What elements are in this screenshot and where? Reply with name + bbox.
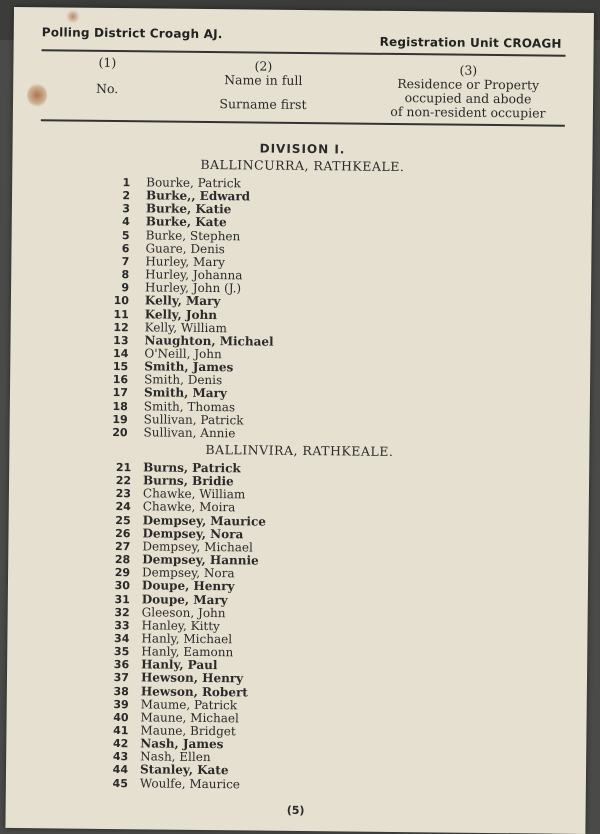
elector-number: 1 (100, 176, 130, 189)
elector-name: Smith, Denis (144, 374, 222, 388)
elector-number: 39 (99, 698, 129, 711)
section-title: BALLINCURRA, RATHKEALE. (12, 155, 592, 176)
elector-name: Kelly, William (145, 321, 227, 335)
elector-number: 17 (98, 386, 128, 399)
elector-number: 3 (100, 202, 130, 215)
elector-number: 34 (99, 632, 129, 645)
elector-name: Hewson, Henry (141, 672, 243, 686)
elector-name: Hanly, Paul (141, 659, 217, 673)
elector-name: Dempsey, Maurice (143, 514, 266, 528)
elector-number: 19 (98, 413, 128, 426)
col3-index: (3) (373, 63, 563, 79)
elector-name: Maume, Patrick (141, 698, 237, 712)
division-title: DIVISION I. (12, 139, 592, 159)
elector-name: Burns, Patrick (143, 461, 241, 475)
elector-number: 24 (101, 500, 131, 513)
elector-name: Burns, Bridie (143, 474, 234, 488)
elector-number: 43 (98, 750, 128, 763)
elector-number: 11 (99, 307, 129, 320)
elector-name: Doupe, Mary (142, 593, 228, 607)
col2-sublabel: Surname first (193, 97, 333, 112)
column-number-header (77, 56, 137, 97)
elector-name: Kelly, John (145, 308, 217, 322)
elector-number: 42 (98, 737, 128, 750)
elector-name: Smith, Mary (144, 387, 227, 401)
section-title: BALLINVIRA, RATHKEALE. (9, 440, 589, 461)
elector-number: 40 (99, 711, 129, 724)
col3-line1: Residence or Property (373, 77, 563, 93)
elector-name: Burke, Katie (146, 203, 232, 217)
elector-number: 30 (100, 579, 130, 592)
elector-name: Bourke, Patrick (146, 176, 241, 190)
elector-number: 14 (98, 347, 128, 360)
elector-name: Doupe, Henry (142, 580, 235, 594)
elector-number: 6 (99, 242, 129, 255)
elector-number: 16 (98, 373, 128, 386)
elector-name: Woulfe, Maurice (140, 777, 240, 791)
register-page (5, 7, 594, 834)
elector-number: 36 (99, 658, 129, 671)
stain-mark (66, 10, 80, 24)
col1-index: (1) (77, 56, 137, 71)
elector-number: 22 (101, 474, 131, 487)
elector-number: 2 (100, 189, 130, 202)
elector-number: 45 (98, 776, 128, 789)
header-bottom-rule (41, 119, 565, 126)
elector-number: 31 (100, 592, 130, 605)
elector-number: 23 (101, 487, 131, 500)
elector-name: Maune, Michael (141, 711, 239, 725)
elector-name: Sullivan, Patrick (144, 413, 244, 427)
elector-name: Burke, Stephen (146, 229, 241, 243)
elector-number: 21 (101, 461, 131, 474)
elector-number: 44 (98, 763, 128, 776)
elector-number: 7 (99, 255, 129, 268)
col2-label: Name in full (193, 73, 333, 88)
elector-name: Dempsey, Hannie (142, 553, 259, 567)
elector-number: 37 (99, 671, 129, 684)
elector-name: Hurley, Johanna (145, 268, 242, 282)
col1-label: No. (77, 82, 137, 97)
elector-number: 4 (100, 215, 130, 228)
column-residence-header (373, 63, 564, 121)
elector-name: Dempsey, Nora (142, 567, 235, 581)
col3-line3: of non-resident occupier (373, 105, 563, 121)
polling-district-label: Polling District Croagh AJ. (42, 25, 223, 41)
elector-name: O'Neill, John (144, 347, 222, 361)
elector-number: 35 (99, 645, 129, 658)
elector-name: Dempsey, Nora (142, 527, 243, 541)
elector-number: 8 (99, 268, 129, 281)
elector-number: 28 (100, 553, 130, 566)
elector-name: Hanly, Eamonn (141, 645, 233, 659)
elector-name: Burke, Kate (146, 216, 227, 230)
col2-index: (2) (193, 59, 333, 74)
elector-number: 32 (100, 606, 130, 619)
column-name-header (193, 59, 334, 112)
elector-number: 33 (99, 619, 129, 632)
elector-number: 9 (99, 281, 129, 294)
elector-name: Dempsey, Michael (142, 540, 253, 554)
elector-name: Gleeson, John (142, 606, 226, 620)
elector-name: Nash, Ellen (140, 751, 211, 765)
col3-line2: occupied and abode (373, 91, 563, 107)
elector-name: Sullivan, Annie (143, 426, 235, 440)
elector-name: Nash, James (140, 737, 223, 751)
elector-number: 10 (99, 294, 129, 307)
registration-unit-label: Registration Unit CROAGH (380, 35, 562, 51)
page-number: (5) (6, 801, 586, 820)
elector-name: Naughton, Michael (144, 334, 273, 348)
elector-number: 25 (101, 513, 131, 526)
elector-name: Chawke, Moira (143, 501, 236, 515)
stain-mark (27, 83, 47, 107)
elector-name: Hurley, Mary (145, 255, 225, 269)
elector-name: Burke,, Edward (146, 189, 250, 203)
elector-number: 26 (100, 527, 130, 540)
elector-number: 41 (98, 724, 128, 737)
elector-name: Maune, Bridget (140, 724, 235, 738)
elector-number: 20 (97, 426, 127, 439)
elector-name: Kelly, Mary (145, 295, 221, 309)
elector-name: Guare, Denis (145, 242, 225, 256)
elector-number: 15 (98, 360, 128, 373)
elector-name: Hewson, Robert (141, 685, 248, 699)
elector-name: Hurley, John (J.) (145, 282, 241, 296)
elector-number: 13 (98, 334, 128, 347)
elector-number: 38 (99, 684, 129, 697)
elector-number: 27 (100, 540, 130, 553)
elector-number: 29 (100, 566, 130, 579)
elector-number: 18 (98, 399, 128, 412)
elector-name: Hanley, Kitty (141, 619, 219, 633)
elector-name: Smith, Thomas (144, 400, 235, 414)
elector-name: Smith, James (144, 360, 233, 374)
elector-number: 5 (100, 228, 130, 241)
elector-name: Chawke, William (143, 488, 245, 502)
elector-number: 12 (99, 321, 129, 334)
elector-name: Hanly, Michael (141, 632, 232, 646)
elector-name: Stanley, Kate (140, 764, 229, 778)
